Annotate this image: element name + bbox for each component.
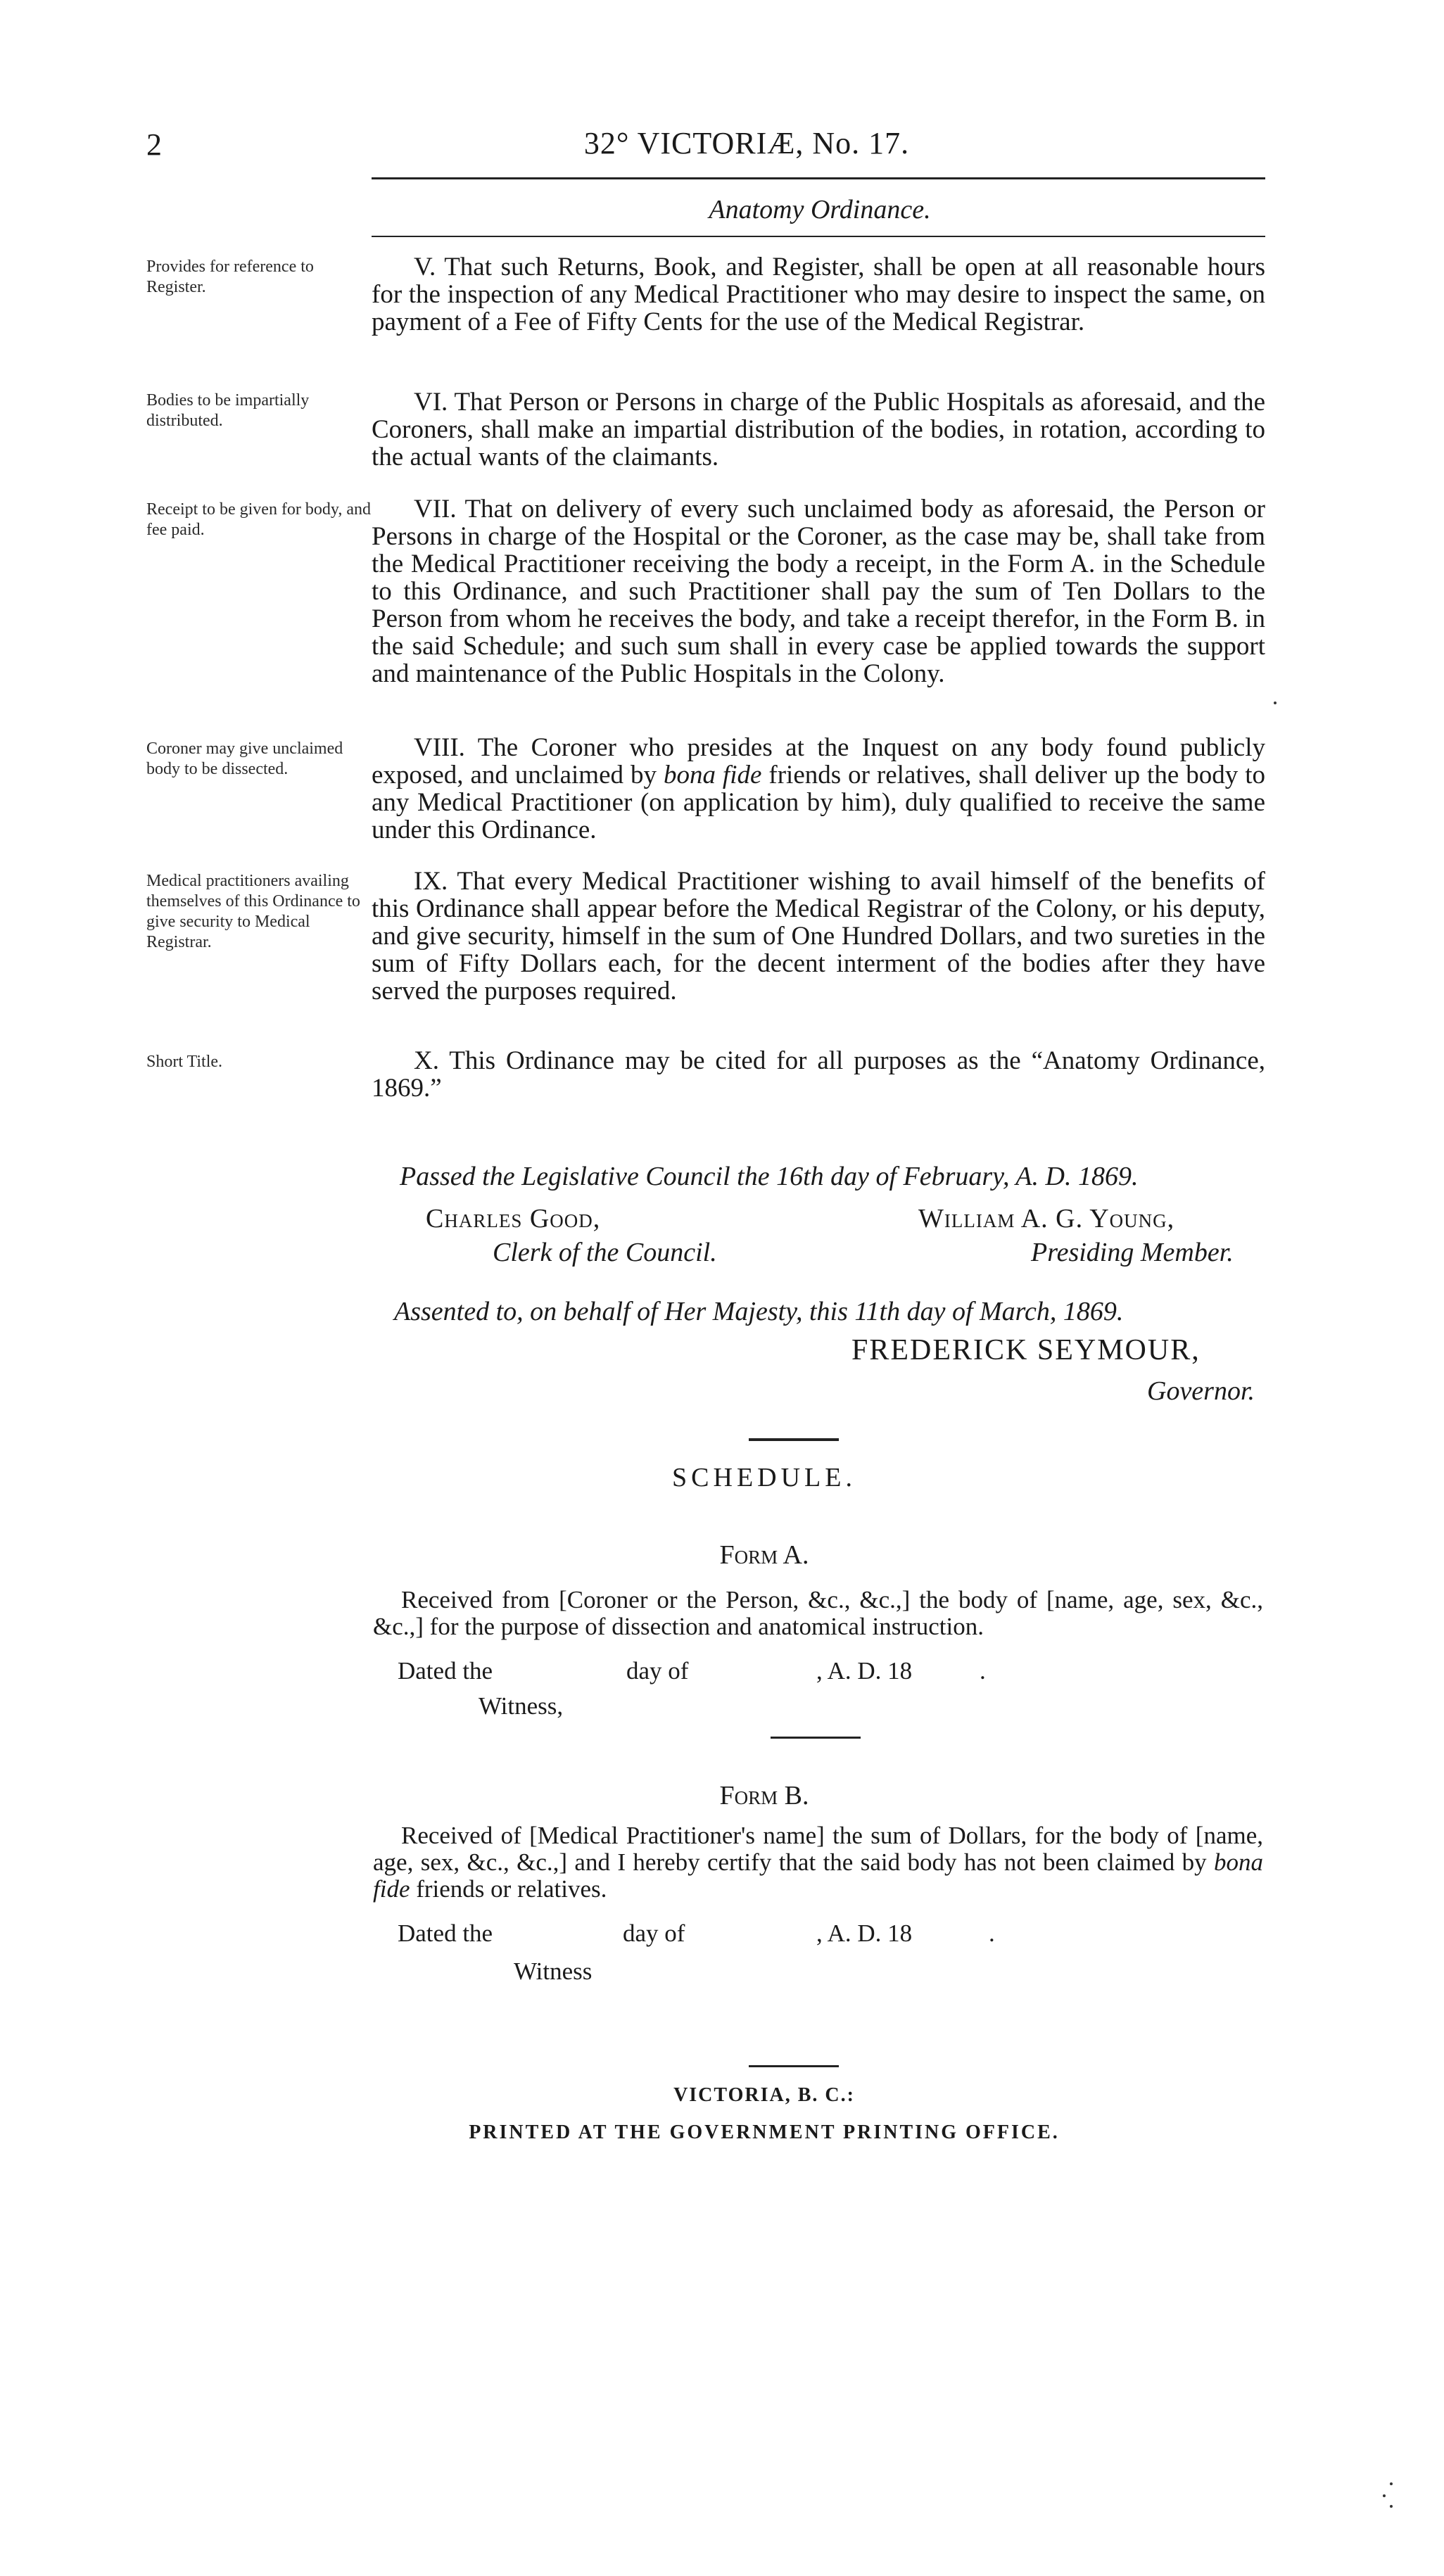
form-a-year: , A. D. 18 xyxy=(816,1657,913,1684)
section-paragraph: VII. That on delivery of every such unclaimed body as aforesaid, the Person or Persons in charge of the Hospital or the Coroner, as the case may be, shall take from the Medical Practitioner receiving the body a receipt, in the Form A. in the Schedule to this Ordinance, and such Practitioner shall pay the sum of Ten Dollars to the Person from whom he receives the body, and take a receipt therefor, in the Form B. in the said Schedule; and such sum shall in every case be applied towards the support and maintenance of the Public Hospitals in the Colony. xyxy=(372,495,1265,688)
schedule-heading: SCHEDULE. xyxy=(672,1463,856,1492)
margin-note: Receipt to be given for body, and fee paid. xyxy=(146,500,372,539)
form-b-year: , A. D. 18 xyxy=(816,1920,913,1947)
clerk-role: Clerk of the Council. xyxy=(493,1238,717,1267)
margin-note: Bodies to be impartially distributed. xyxy=(146,391,310,430)
form-b-body xyxy=(373,1822,1263,1903)
form-a-dated: Dated the xyxy=(398,1657,493,1684)
scan-speck xyxy=(1274,702,1277,704)
margin-note: Short Title. xyxy=(146,1053,223,1071)
printer-imprint: PRINTED AT THE GOVERNMENT PRINTING OFFICE. xyxy=(469,2121,1060,2143)
form-b-period: . xyxy=(989,1920,995,1947)
clerk-name: Charles Good, xyxy=(426,1204,601,1233)
form-a-title: Form A. xyxy=(719,1540,809,1570)
section-paragraph xyxy=(372,734,1265,844)
form-b-title: Form B. xyxy=(719,1781,809,1810)
section-text: friends or relatives, shall deliver up the body to any Medical Practitioner (on application by him), duly qualified to receive the same under this Ordinance. xyxy=(372,761,1265,844)
section-paragraph: X. This Ordinance may be cited for all purposes as the “Anatomy Ordinance, 1869.” xyxy=(372,1046,1265,1103)
header-rule-top xyxy=(372,177,1265,179)
passed-statement: Passed the Legislative Council the 16th day of February, A. D. 1869. xyxy=(400,1162,1139,1191)
ordinance-subtitle: Anatomy Ordinance. xyxy=(709,195,931,224)
section-text-italic: bona fide xyxy=(663,761,762,789)
page-number: 2 xyxy=(146,127,162,162)
margin-note: Provides for reference to Register. xyxy=(146,258,314,296)
form-b-text: friends or relatives. xyxy=(410,1875,607,1903)
form-a-day-of: day of xyxy=(626,1657,689,1684)
divider-rule xyxy=(749,1438,839,1441)
running-title: 32° VICTORIÆ, No. 17. xyxy=(583,126,910,160)
presiding-member-role: Presiding Member. xyxy=(1031,1238,1234,1267)
scan-speck xyxy=(1390,2482,1393,2485)
section-text: VIII. The Coroner who presides at the Inquest on any body found publicly exposed, and unclaimed by xyxy=(372,733,1265,789)
section-paragraph: IX. That every Medical Practitioner wishing to avail himself of the benefits of this Ordinance shall appear before the Medical Registrar of the Colony, or his deputy, and give security, himself in the sum of One Hundred Dollars, and two sureties in the sum of Fifty Dollars each, for the decent interment of the bodies after they have served the purposes required. xyxy=(372,867,1265,1005)
scan-speck xyxy=(1383,2494,1386,2497)
printer-location: VICTORIA, B. C.: xyxy=(673,2084,855,2106)
form-a-body: Received from [Coroner or the Person, &c., &c.,] the body of [name, age, sex, &c., &c.,] for the purpose of dissection and anatomical instruction. xyxy=(373,1586,1263,1640)
section-paragraph: V. That such Returns, Book, and Register, shall be open at all reasonable hours for the inspection of any Medical Practitioner who may desire to inspect the same, on payment of a Fee of Fifty Cents for the use of the Medical Registrar. xyxy=(372,253,1265,336)
form-a-period: . xyxy=(980,1657,986,1684)
divider-rule xyxy=(749,2065,839,2067)
divider-rule xyxy=(771,1737,861,1739)
form-b-witness: Witness xyxy=(514,1958,593,1985)
form-b-text-italic: bona fide xyxy=(373,1848,1263,1903)
margin-note: Medical practitioners availing themselves of this Ordinance to give security to Medical Registrar. xyxy=(146,872,360,951)
scan-speck xyxy=(1390,2505,1393,2508)
header-rule-bottom xyxy=(372,236,1265,237)
assent-statement: Assented to, on behalf of Her Majesty, this 11th day of March, 1869. xyxy=(394,1297,1124,1326)
form-a-witness: Witness, xyxy=(479,1692,564,1720)
governor-name: FREDERICK SEYMOUR, xyxy=(851,1334,1201,1366)
form-b-dated: Dated the xyxy=(398,1920,493,1947)
form-b-text: Received of [Medical Practitioner's name] the sum of Dollars, for the body of [name, age, sex, &c., &c.,] and I hereby certify that the said body has not been claimed by xyxy=(373,1822,1263,1876)
governor-role: Governor. xyxy=(1147,1376,1255,1406)
margin-note: Coroner may give unclaimed body to be dissected. xyxy=(146,740,343,778)
section-paragraph: VI. That Person or Persons in charge of the Public Hospitals as aforesaid, and the Coroners, shall make an impartial distribution of the bodies, in rotation, according to the actual wants of the claimants. xyxy=(372,388,1265,471)
presiding-member-name: William A. G. Young, xyxy=(918,1204,1175,1233)
form-b-day-of: day of xyxy=(623,1920,685,1947)
